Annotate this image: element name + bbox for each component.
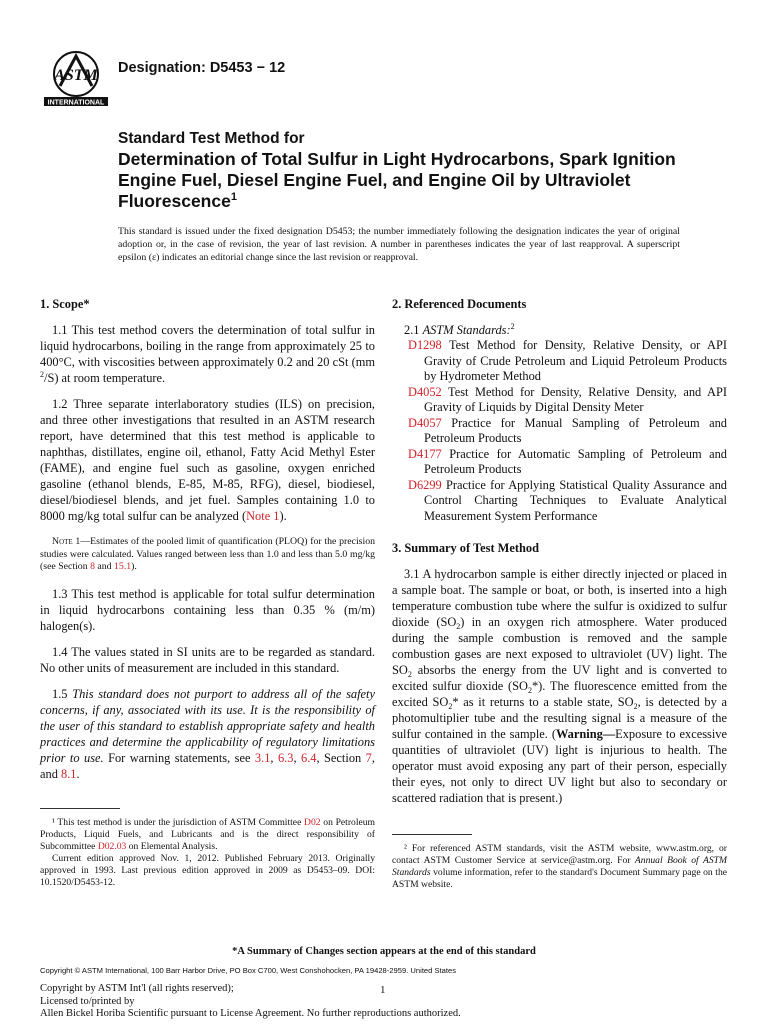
link-8-1[interactable]: 8.1 — [61, 766, 77, 781]
svg-text:INTERNATIONAL: INTERNATIONAL — [47, 99, 105, 107]
license-block: Copyright by ASTM Int'l (all rights reserved); Licensed to/printed by Allen Bickel Horiba Scientific pursuant to License Agreement. No further reproductions authorized. — [40, 983, 461, 1020]
para-1-5: 1.5 This standard does not purport to address all of the safety concerns, if any, associated with its use. It is the responsibility of the user of this standard to establish appropriate safety and health practices and determine the applicability of regulatory limitations prior to use. For warning statements, see 3.1, 6.3, 6.4, Section 7, and 8.1. — [40, 686, 375, 781]
section-1-heading: 1. Scope* — [40, 297, 90, 311]
section-3-heading: 3. Summary of Test Method — [392, 541, 539, 555]
link-6-4[interactable]: 6.4 — [301, 750, 317, 765]
link-15-1[interactable]: 15.1 — [114, 561, 132, 572]
link-section-7[interactable]: 7 — [365, 750, 372, 765]
para-1-1: 1.1 This test method covers the determination of total sulfur in liquid hydrocarbons, boiling in the range from approximately 25 to 400°C, with viscosities between approximately 0.2 and 20 cSt (mm $^2$/S) at room temperature. — [40, 323, 375, 385]
para-3-1: 3.1 A hydrocarbon sample is either directly injected or placed in a sample boat. The sample or boat, or both, is inserted into a high temperature combustion tube where the sulfur is oxidized to sulfur dioxide $(SO_2)$ in an oxygen rich atmosphere. Water produced during the sample combustion is removed and the sample combustion gases are next exposed to ultraviolet (UV) light. The $SO_2$ absorbs the energy from the UV light and is converted to excited sulfur dioxide $(SO_2*)$. The fluorescence emitted from the excited $SO_2*$ as it returns to a stable state, $SO_2$, is detected by a photomultiplier tube and the resulting signal is a measure of the sulfur contained in the sample. (Warning—Exposure to excessive quantities of ultraviolet (UV) light is injurious to health. The operator must avoid exposing any part of their person, especially their eyes, not only to direct UV light but also to secondary or scattered radiation that is present.) — [392, 567, 727, 805]
ref-d4177: D4177 Practice for Automatic Sampling of Petroleum and Petroleum Products — [408, 446, 727, 476]
title-footnote-mark: 1 — [230, 191, 237, 203]
title-prefix: Standard Test Method for — [118, 130, 305, 147]
para-2-1: 2.1 ASTM Standards:$^2$ — [404, 322, 515, 337]
link-note-1[interactable]: Note 1 — [246, 509, 280, 523]
page-number: 1 — [380, 984, 386, 996]
ref-d6299: D6299 Practice for Applying Statistical Quality Assurance and Control Charting Techniques to Evaluate Analytical Measurement System Performance — [408, 477, 727, 523]
link-section-8[interactable]: 8 — [90, 561, 95, 572]
para-1-4: 1.4 The values stated in SI units are to be regarded as standard. No other units of measurement are included in this standard. — [40, 644, 375, 675]
ref-d4057: D4057 Practice for Manual Sampling of Petroleum and Petroleum Products — [408, 415, 727, 445]
footnote-1: ¹ This test method is under the jurisdiction of ASTM Committee D02 on Petroleum Products, Liquid Fuels, and Lubricants and is the direct responsibility of Subcommittee D02.03 on Elemental Analysis. — [40, 816, 375, 852]
summary-of-changes-note: *A Summary of Changes section appears at the end of this standard — [232, 946, 536, 957]
svg-text:ASTM: ASTM — [54, 67, 98, 84]
link-6-3[interactable]: 6.3 — [277, 750, 294, 765]
right-column — [392, 296, 727, 891]
link-d6299[interactable]: D6299 — [408, 477, 442, 492]
link-d02-03[interactable]: D02.03 — [97, 840, 127, 852]
note-1: Note 1—Estimates of the pooled limit of quantification (PLOQ) for the precision studies were calculated. Values ranged between less than 1.0 and less than 5.0 mg/kg (see Section 8 and 15.1). — [40, 536, 376, 572]
para-1-2: 1.2 Three separate interlaboratory studies (ILS) on precision, and three other investigations that resulted in an ASTM research report, have determined that this test method is applicable to naphthas, distillates, engine oil, ethanol, Fatty Acid Methyl Ester (FAME), and engine fuel such as gasoline, oxygen enriched gasoline (ethanol blends, E-85, M-85, RFG), diesel, biodiesel, diesel/biodiesel blends, and jet fuel. Samples containing 1.0 to 8000 mg/kg total sulfur can be analyzed (Note 1). — [40, 397, 375, 523]
ref-d4052: D4052 Test Method for Density, Relative Density, and API Gravity of Liquids by Digital Density Meter — [408, 384, 727, 414]
para-1-3: 1.3 This test method is applicable for total sulfur determination in liquid hydrocarbons containing less than 0.35 % (m/m) halogen(s). — [40, 586, 375, 633]
link-d4052[interactable]: D4052 — [408, 384, 442, 399]
footnote-1-edition: Current edition approved Nov. 1, 2012. Published February 2013. Originally approved in 1993. Last previous edition approved in 2009 as D5453–09. DOI: 10.1520/D5453-12. — [40, 852, 375, 888]
astm-logo — [40, 50, 112, 108]
footnote-2: ² For referenced ASTM standards, visit the ASTM website, www.astm.org, or contact ASTM Customer Service at service@astm.org. For Annual Book of ASTM Standards volume information, refer to the standard's Document Summary page on the ASTM website. — [392, 843, 727, 890]
copyright-line: Copyright © ASTM International, 100 Barr Harbor Drive, PO Box C700, West Conshohocken, PA 19428-2959. United States — [40, 966, 457, 975]
document-title: Determination of Total Sulfur in Light Hydrocarbons, Spark Ignition Engine Fuel, Diesel Engine Fuel, and Engine Oil by Ultraviolet Fluorescence$^1$ — [118, 149, 676, 211]
issue-statement: This standard is issued under the fixed designation D5453; the number immediately following the designation indicates the year of original adoption or, in the case of revision, the year of last revision. A number in parentheses indicates the year of last reapproval. A superscript epsilon (ε) indicates an editorial change since the last revision or reapproval. — [118, 226, 680, 263]
section-2-heading: 2. Referenced Documents — [392, 297, 527, 311]
link-d02[interactable]: D02 — [304, 816, 321, 828]
link-d1298[interactable]: D1298 — [408, 338, 442, 352]
left-column — [40, 296, 375, 889]
ref-d1298: D1298 Test Method for Density, Relative Density, or API Gravity of Crude Petroleum and Liquid Petroleum Products by Hydrometer Method — [408, 338, 727, 383]
title-block — [118, 128, 678, 212]
designation: Designation: D5453 − 12 — [118, 60, 286, 76]
link-d4177[interactable]: D4177 — [408, 446, 442, 461]
link-3-1[interactable]: 3.1 — [254, 750, 271, 765]
link-d4057[interactable]: D4057 — [408, 415, 442, 430]
